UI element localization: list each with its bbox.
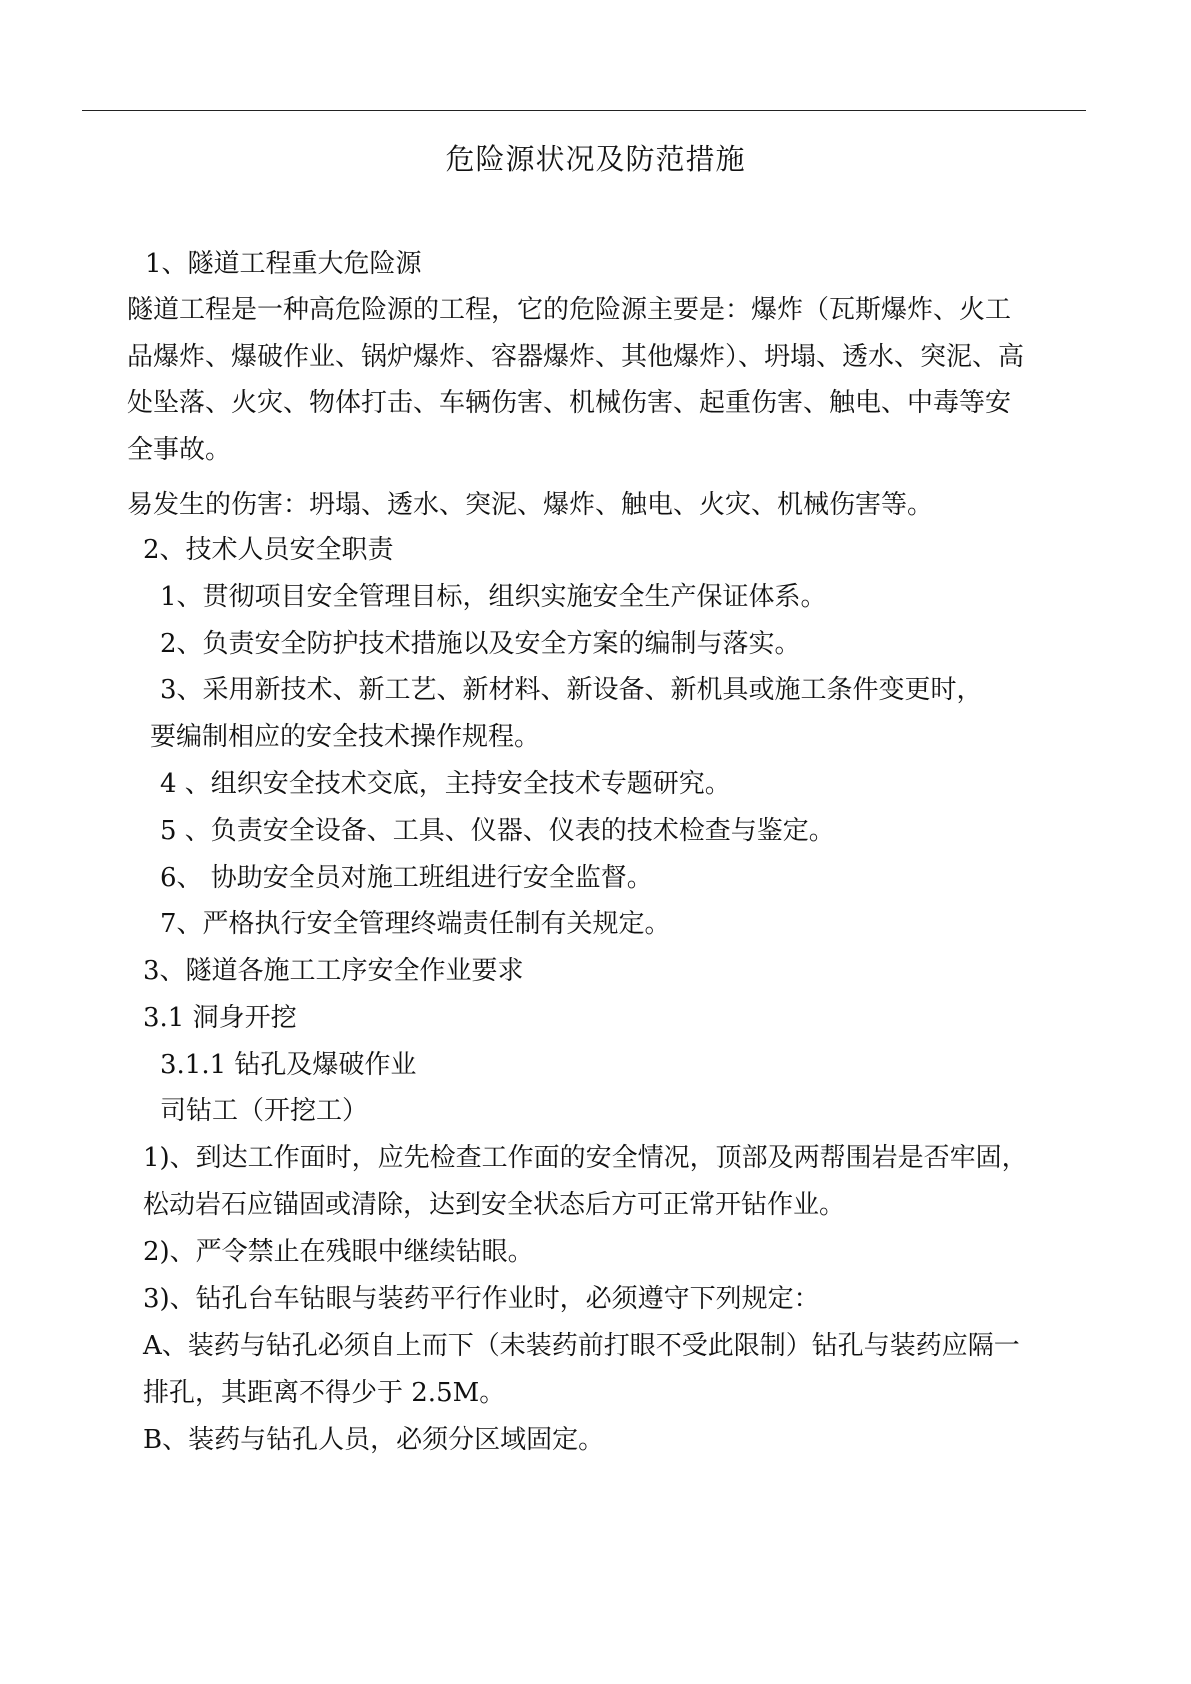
list-item: 2、负责安全防护技术措施以及安全方案的编制与落实。 [160, 629, 801, 659]
paragraph-line: B、装药与钻孔人员，必须分区域固定。 [143, 1425, 605, 1455]
role-heading: 司钻工（开挖工） [160, 1096, 369, 1126]
paragraph-line: 排孔，其距离不得少于 2.5M。 [143, 1378, 506, 1408]
paragraph-line: 品爆炸、爆破作业、锅炉爆炸、容器爆炸、其他爆炸）、坍塌、透水、突泥、高 [127, 342, 1025, 372]
list-item: 3、采用新技术、新工艺、新材料、新设备、新机具或施工条件变更时， [160, 675, 983, 705]
paragraph-line: 处坠落、火灾、物体打击、车辆伤害、机械伤害、起重伤害、触电、中毒等安 [127, 388, 1012, 418]
subsection-heading: 3.1 洞身开挖 [143, 1003, 297, 1033]
section-heading-3: 3、隧道各施工工序安全作业要求 [143, 956, 524, 986]
paragraph-line: 隧道工程是一种高危险源的工程，它的危险源主要是：爆炸（瓦斯爆炸、火工 [127, 295, 1012, 325]
paragraph-line: A、装药与钻孔必须自上而下（未装药前打眼不受此限制）钻孔与装药应隔一 [143, 1331, 1020, 1361]
paragraph-line: 全事故。 [127, 435, 232, 465]
paragraph-line: 3)、钻孔台车钻眼与装药平行作业时，必须遵守下列规定： [143, 1284, 820, 1314]
paragraph-line: 易发生的伤害：坍塌、透水、突泥、爆炸、触电、火灾、机械伤害等。 [127, 490, 934, 520]
section-heading-1: 1、隧道工程重大危险源 [145, 249, 422, 279]
list-item: 1、贯彻项目安全管理目标，组织实施安全生产保证体系。 [160, 582, 827, 612]
list-item: 7、严格执行安全管理终端责任制有关规定。 [160, 909, 671, 939]
page-title: 危险源状况及防范措施 [445, 142, 746, 176]
header-rule [82, 110, 1086, 111]
section-heading-2: 2、技术人员安全职责 [143, 535, 394, 565]
paragraph-line: 1)、到达工作面时，应先检查工作面的安全情况，顶部及两帮围岩是否牢固， [143, 1143, 1028, 1173]
list-item: 6、 协助安全员对施工班组进行安全监督。 [160, 863, 653, 893]
list-item: 5 、负责安全设备、工具、仪器、仪表的技术检查与鉴定。 [160, 816, 835, 846]
paragraph-line: 2)、严令禁止在残眼中继续钻眼。 [143, 1237, 534, 1267]
paragraph-line: 松动岩石应锚固或清除，达到安全状态后方可正常开钻作业。 [143, 1190, 846, 1220]
subsection-heading: 3.1.1 钻孔及爆破作业 [160, 1050, 417, 1080]
list-item: 4 、组织安全技术交底，主持安全技术专题研究。 [160, 769, 731, 799]
list-item-continuation: 要编制相应的安全技术操作规程。 [150, 722, 541, 752]
